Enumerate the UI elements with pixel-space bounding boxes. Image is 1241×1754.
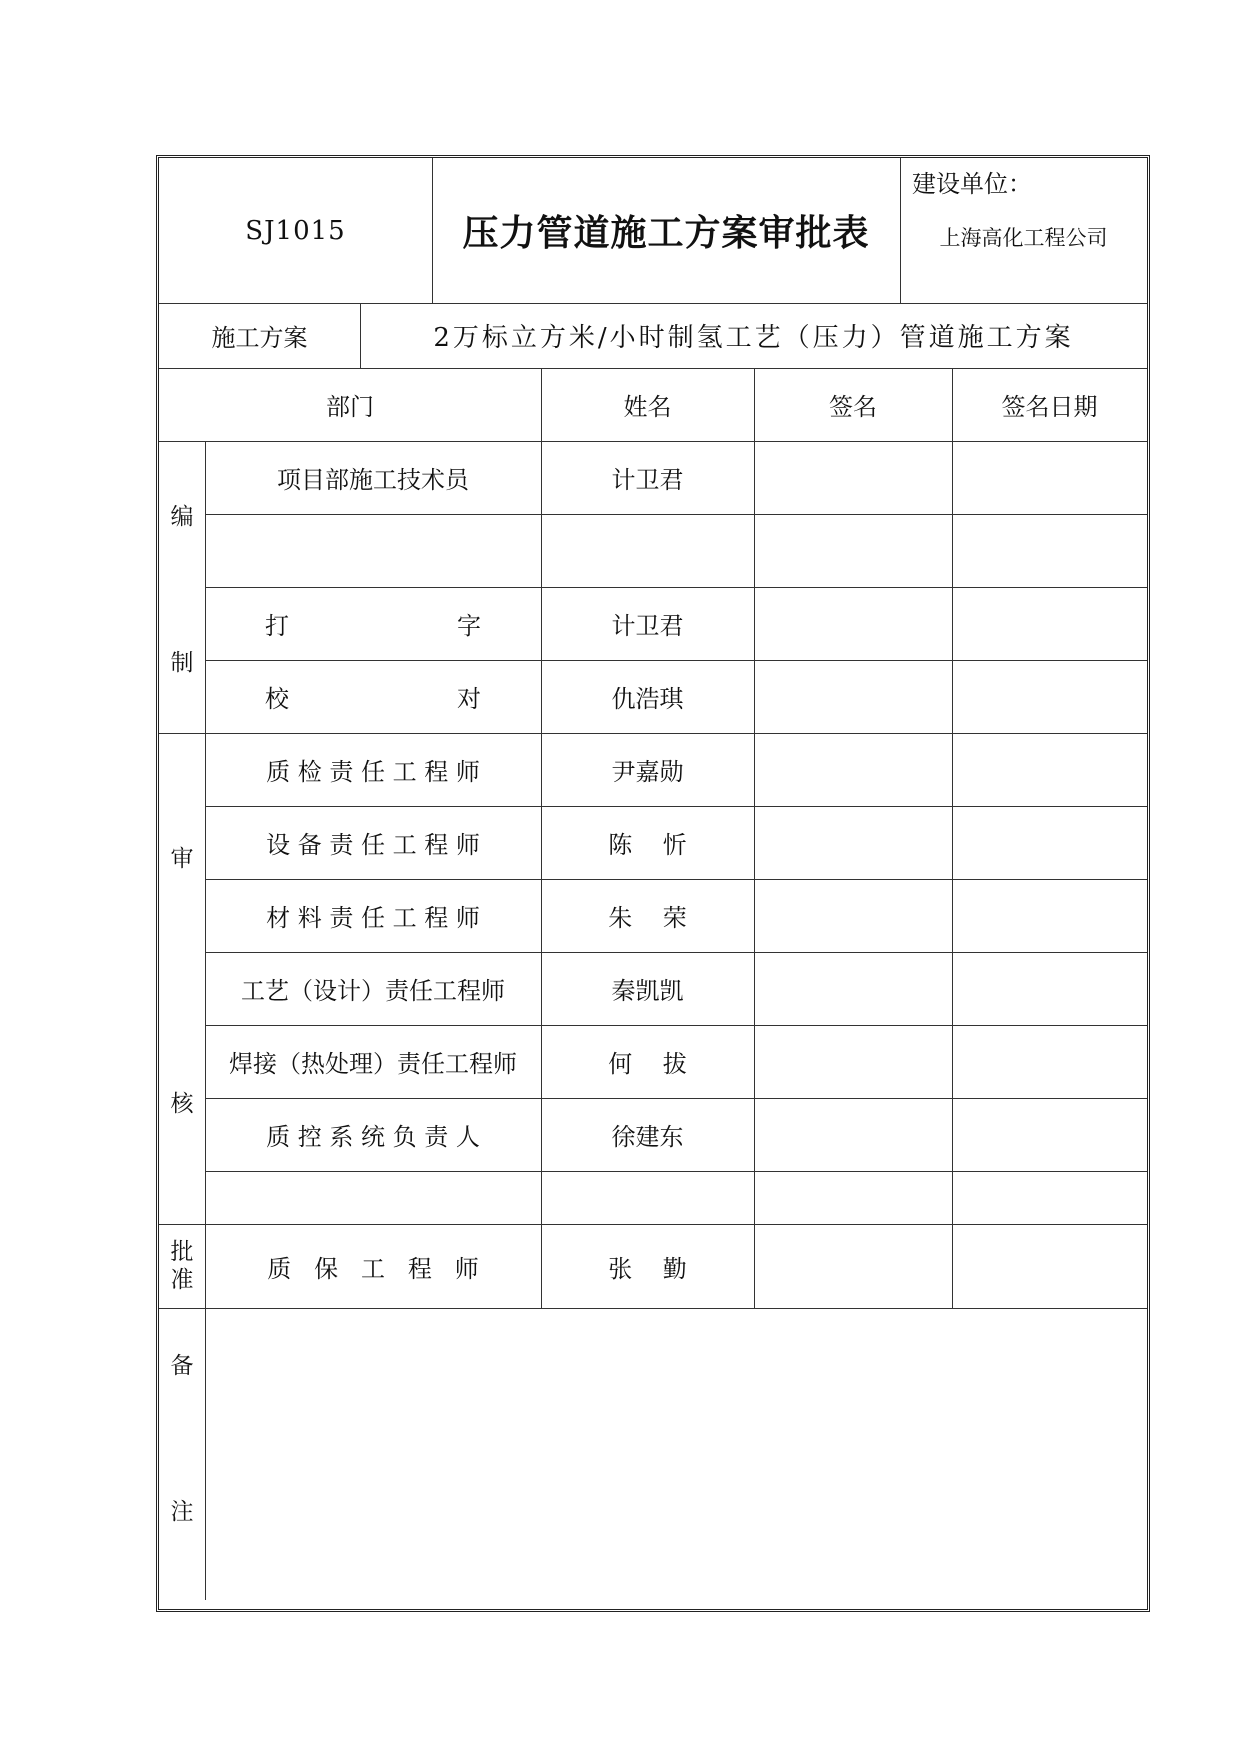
signature-cell[interactable] bbox=[754, 806, 952, 879]
section-label-zhun: 准 bbox=[170, 1267, 194, 1293]
table-rule bbox=[952, 441, 953, 1308]
table-rule bbox=[900, 158, 901, 303]
row-dept-left: 校 bbox=[265, 685, 289, 713]
table-rule bbox=[754, 368, 755, 441]
sign-date-cell[interactable] bbox=[952, 1098, 1147, 1171]
sign-date-cell[interactable] bbox=[952, 952, 1147, 1025]
column-header-date: 签名日期 bbox=[1001, 393, 1098, 421]
signature-cell[interactable] bbox=[754, 587, 952, 660]
column-header-name: 姓名 bbox=[623, 393, 672, 421]
row-dept bbox=[205, 587, 541, 660]
row-dept: 项目部施工技术员 bbox=[277, 466, 469, 494]
row-dept-right: 字 bbox=[457, 612, 481, 640]
table-rule bbox=[205, 1098, 1147, 1099]
table-rule bbox=[205, 806, 1147, 807]
form-title: 压力管道施工方案审批表 bbox=[462, 213, 870, 254]
sign-date-cell[interactable] bbox=[952, 587, 1147, 660]
signature-cell[interactable] bbox=[754, 1025, 952, 1098]
section-label-zhu: 注 bbox=[170, 1498, 194, 1525]
table-rule bbox=[541, 368, 542, 441]
sign-date-cell[interactable] bbox=[952, 441, 1147, 514]
sign-date-cell[interactable] bbox=[952, 514, 1147, 587]
construction-unit-value: 上海高化工程公司 bbox=[939, 226, 1108, 250]
plan-value: 2万标立方米/小时制氢工艺（压力）管道施工方案 bbox=[433, 323, 1074, 353]
table-rule bbox=[205, 660, 1147, 661]
sign-date-cell[interactable] bbox=[952, 660, 1147, 733]
table-rule bbox=[205, 952, 1147, 953]
table-rule bbox=[159, 733, 1147, 734]
row-dept: 焊接（热处理）责任工程师 bbox=[229, 1050, 517, 1078]
table-rule bbox=[159, 441, 1147, 442]
table-rule bbox=[205, 1025, 1147, 1026]
section-label-he: 核 bbox=[170, 1091, 194, 1117]
row-name: 张 勤 bbox=[608, 1254, 687, 1283]
row-name: 计卫君 bbox=[611, 612, 684, 640]
row-name: 秦凯凯 bbox=[611, 977, 684, 1005]
row-name: 计卫君 bbox=[611, 466, 684, 494]
table-rule bbox=[952, 368, 953, 441]
table-rule bbox=[205, 1171, 1147, 1172]
table-rule bbox=[205, 441, 206, 1600]
column-header-dept: 部门 bbox=[326, 393, 374, 421]
sign-date-cell[interactable] bbox=[952, 806, 1147, 879]
section-label-pizhun bbox=[159, 1224, 205, 1308]
section-label-zhi: 制 bbox=[170, 649, 194, 676]
row-dept: 质 检 责 任 工 程 师 bbox=[266, 758, 480, 786]
signature-cell[interactable] bbox=[754, 1098, 952, 1171]
signature-cell[interactable] bbox=[754, 1224, 952, 1308]
row-name: 徐建东 bbox=[611, 1123, 684, 1151]
table-rule bbox=[432, 158, 433, 303]
signature-cell[interactable] bbox=[754, 952, 952, 1025]
sign-date-cell[interactable] bbox=[952, 1224, 1147, 1308]
sign-date-cell[interactable] bbox=[952, 733, 1147, 806]
row-name: 朱 荣 bbox=[608, 904, 687, 932]
signature-cell[interactable] bbox=[754, 733, 952, 806]
construction-unit-label: 建设单位： bbox=[912, 170, 1032, 198]
table-rule bbox=[754, 441, 755, 1308]
row-dept-left: 打 bbox=[265, 612, 289, 640]
row-dept: 工艺（设计）责任工程师 bbox=[241, 977, 505, 1005]
row-dept: 质 控 系 统 负 责 人 bbox=[266, 1123, 480, 1151]
table-rule bbox=[360, 303, 361, 368]
table-rule bbox=[541, 441, 542, 1308]
remarks-area[interactable] bbox=[205, 1308, 1147, 1600]
row-dept: 质 保 工 程 师 bbox=[267, 1254, 479, 1283]
form-code: SJ1015 bbox=[245, 215, 346, 246]
signature-cell[interactable] bbox=[754, 660, 952, 733]
signature-cell[interactable] bbox=[754, 441, 952, 514]
table-rule bbox=[159, 303, 1147, 304]
row-name: 仇浩琪 bbox=[611, 685, 684, 713]
signature-cell[interactable] bbox=[754, 879, 952, 952]
row-dept bbox=[205, 660, 541, 733]
section-label-bei: 备 bbox=[170, 1352, 194, 1379]
column-header-signature: 签名 bbox=[829, 393, 877, 421]
table-rule bbox=[159, 1308, 1147, 1309]
section-label-pi: 批 bbox=[170, 1239, 194, 1265]
section-label-shen: 审 bbox=[170, 845, 194, 872]
section-label-bian: 编 bbox=[170, 503, 194, 530]
signature-cell[interactable] bbox=[754, 514, 952, 587]
table-rule bbox=[205, 879, 1147, 880]
table-rule bbox=[159, 368, 1147, 369]
row-name: 陈 忻 bbox=[608, 831, 687, 859]
table-rule bbox=[159, 1224, 1147, 1225]
row-dept: 材 料 责 任 工 程 师 bbox=[266, 904, 480, 932]
row-dept-right: 对 bbox=[457, 685, 481, 713]
row-dept: 设 备 责 任 工 程 师 bbox=[266, 831, 480, 859]
table-rule bbox=[205, 587, 1147, 588]
plan-label: 施工方案 bbox=[211, 324, 308, 352]
approval-form bbox=[156, 155, 1150, 1612]
row-dept bbox=[205, 514, 541, 587]
table-rule bbox=[205, 514, 1147, 515]
sign-date-cell[interactable] bbox=[952, 1025, 1147, 1098]
row-name: 何 拔 bbox=[608, 1050, 687, 1078]
sign-date-cell[interactable] bbox=[952, 879, 1147, 952]
row-name bbox=[541, 514, 754, 587]
row-name: 尹嘉勋 bbox=[611, 758, 684, 786]
